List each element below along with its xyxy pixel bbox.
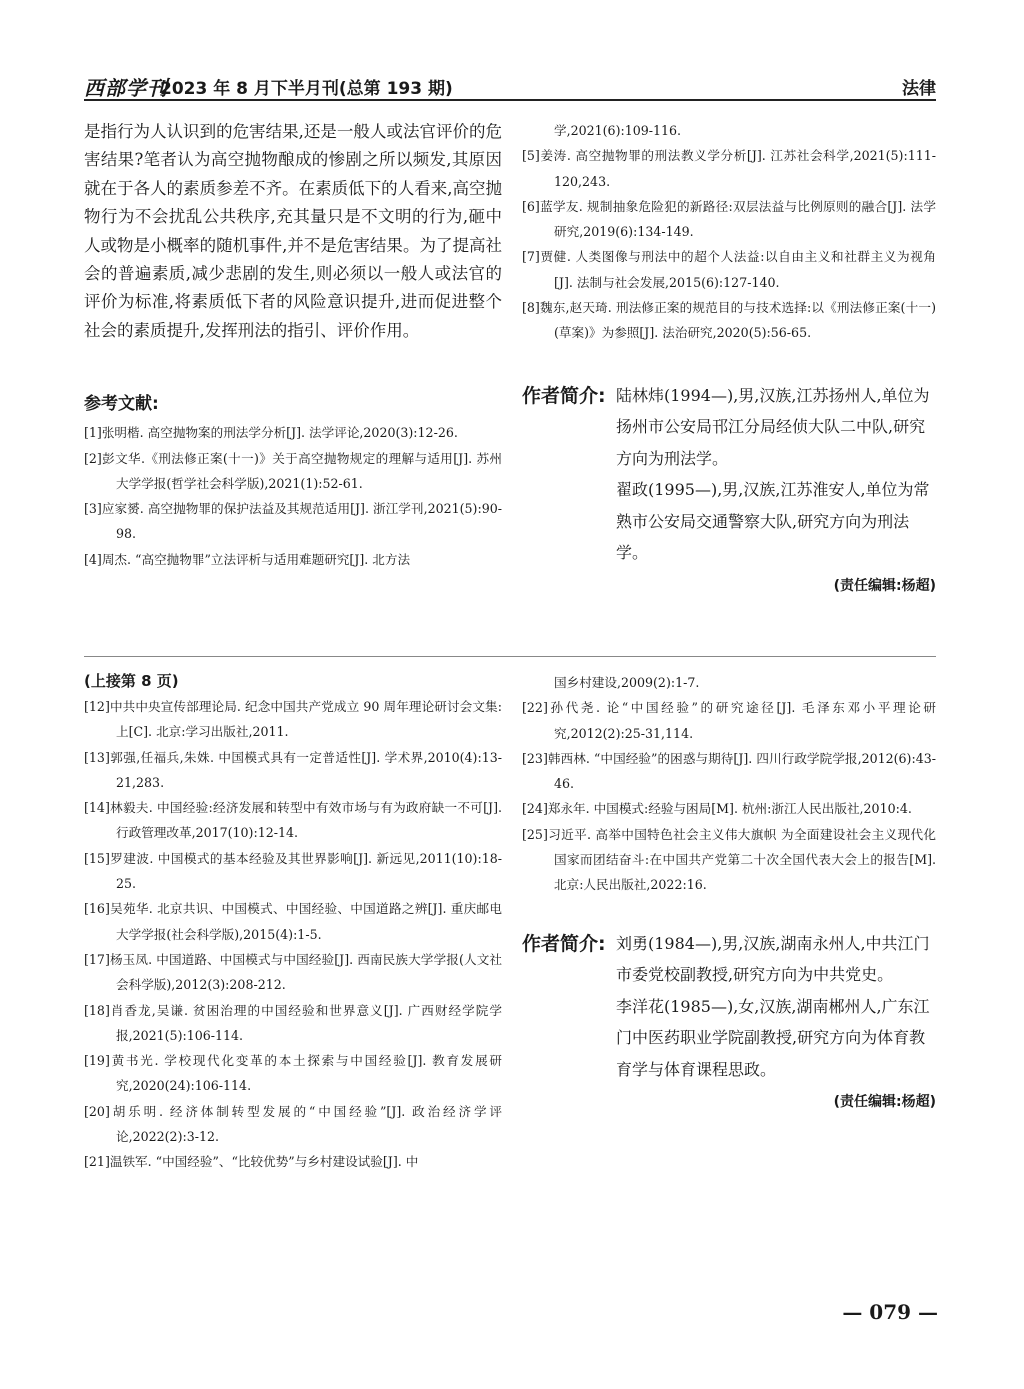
author-bio-text: 翟政(1995—),男,汉族,江苏淮安人,单位为常熟市公安局交通警察大队,研究方向为刑法学。 <box>616 480 930 563</box>
reference-item: [25]习近平. 高举中国特色社会主义伟大旗帜 为全面建设社会主义现代化国家而团结奋斗:在中国共产党第二十次全国代表大会上的报告[M]. 北京:人民出版社,2022:16. <box>522 826 936 893</box>
reference-item: [12]中共中央宣传部理论局. 纪念中国共产党成立 90 周年理论研讨会文集:上[C]. 北京:学习出版社,2011. <box>84 699 502 740</box>
author-bio-text: 陆林炜(1994—),男,汉族,江苏扬州人,单位为扬州市公安局邗江分局经侦大队二中队,研究方向为刑法学。 <box>616 385 930 468</box>
reference-item: [18]肖香龙,吴谦. 贫困治理的中国经验和世界意义[J]. 广西财经学院学报,2021(5):106-114. <box>84 1002 502 1043</box>
editor-credit: (责任编辑:杨超) <box>833 1094 936 1111</box>
section-tag: 法律 <box>902 79 936 99</box>
reference-item: [7]贾健. 人类图像与刑法中的超个人法益:以自由主义和社群主义为视角[J]. 法制与社会发展,2015(6):127-140. <box>522 249 936 290</box>
author-bio <box>522 380 936 569</box>
editor-credit: (责任编辑:杨超) <box>833 577 936 594</box>
reference-item: [17]杨玉凤. 中国道路、中国模式与中国经验[J]. 西南民族大学学报(人文社会科学版),2012(3):208-212. <box>84 951 502 993</box>
reference-item: [14]林毅夫. 中国经验:经济发展和转型中有效市场与有为政府缺一不可[J]. 行政管理改革,2017(10):12-14. <box>84 800 502 841</box>
reference-item: [3]应家赟. 高空抛物罪的保护法益及其规范适用[J]. 浙江学刊,2021(5):90-98. <box>84 501 502 542</box>
author-bio <box>522 928 936 1086</box>
reference-item: [22]孙代尧. 论“中国经验”的研究途径[J]. 毛泽东邓小平理论研究,2012(2):25-31,114. <box>522 700 936 741</box>
page-header <box>84 70 936 100</box>
reference-item: [20]胡乐明. 经济体制转型发展的“中国经验”[J]. 政治经济学评论,2022(2):3-12. <box>84 1103 502 1145</box>
reference-item: [16]吴苑华. 北京共识、中国模式、中国经验、中国道路之辨[J]. 重庆邮电大学学报(社会科学版),2015(4):1-5. <box>84 901 502 942</box>
author-bio-text: 李洋花(1985—),女,汉族,湖南郴州人,广东江门中医药职业学院副教授,研究方向为体育教育学与体育课程思政。 <box>616 996 930 1079</box>
reference-item: [2]彭文华.《刑法修正案(十一)》关于高空抛物规定的理解与适用[J]. 苏州大学学报(哲学社会科学版),2021(1):52-61. <box>84 450 502 491</box>
reference-item: [13]郭强,任福兵,朱姝. 中国模式具有一定普适性[J]. 学术界,2010(4):13-21,283. <box>84 749 502 790</box>
references-title: 参考文献: <box>84 394 159 415</box>
reference-continuation: 国乡村建设,2009(2):1-7. <box>554 675 700 690</box>
top-right-column <box>522 118 936 595</box>
section-divider <box>84 656 936 657</box>
reference-item: [15]罗建波. 中国模式的基本经验及其世界影响[J]. 新远见,2011(10):18-25. <box>84 850 502 892</box>
author-bio-label: 作者简介: <box>522 384 606 407</box>
reference-continuation: 学,2021(6):109-116. <box>554 123 682 138</box>
issue-info: 2023 年 8 月下半月刊(总第 193 期) <box>160 79 453 99</box>
header-rule <box>84 99 936 101</box>
reference-item: [6]蓝学友. 规制抽象危险犯的新路径:双层法益与比例原则的融合[J]. 法学研究,2019(6):134-149. <box>522 198 936 240</box>
body-paragraph: 是指行为人认识到的危害结果,还是一般人或法官评价的危害结果?笔者认为高空抛物酿成的惨剧之所以频发,其原因就在于各人的素质参差不齐。在素质低下的人看来,高空抛物行为不会扰乱公共秩序,充其量只是不文明的行为,砸中人或物是小概率的随机事件,并不是危害结果。为了提高社会的普遍素质,减少悲剧的发生,则必须以一般人或法官的评价为标准,将素质低下者的风险意识提升,进而促进整个社会的素质提升,发挥刑法的指引、评价作用。 <box>84 122 502 340</box>
author-bio-label: 作者简介: <box>522 932 606 955</box>
continuation-title: (上接第 8 页) <box>84 672 179 690</box>
page-number: — 079 — <box>842 1300 938 1324</box>
reference-item: [23]韩西林. “中国经验”的困惑与期待[J]. 四川行政学院学报,2012(6):43-46. <box>522 750 936 792</box>
bottom-left-column <box>84 670 502 1175</box>
top-left-column <box>84 118 502 572</box>
reference-item: [5]姜涛. 高空抛物罪的刑法教义学分析[J]. 江苏社会科学,2021(5):111-120,243. <box>522 148 936 189</box>
reference-item: [4]周杰. “高空抛物罪”立法评析与适用难题研究[J]. 北方法 <box>84 551 411 567</box>
reference-item: [19]黄书光. 学校现代化变革的本土探索与中国经验[J]. 教育发展研究,2020(24):106-114. <box>84 1053 502 1094</box>
reference-item: [8]魏东,赵天琦. 刑法修正案的规范目的与技术选择:以《刑法修正案(十一)(草案)》为参照[J]. 法治研究,2020(5):56-65. <box>522 300 936 341</box>
journal-masthead-logo: 西部学刊 <box>84 76 168 100</box>
reference-item: [1]张明楷. 高空抛物案的刑法学分析[J]. 法学评论,2020(3):12-26. <box>84 425 458 441</box>
author-bio-text: 刘勇(1984—),男,汉族,湖南永州人,中共江门市委党校副教授,研究方向为中共党史。 <box>616 933 930 985</box>
bottom-right-column <box>522 670 936 1111</box>
reference-item: [24]郑永年. 中国模式:经验与困局[M]. 杭州:浙江人民出版社,2010:4. <box>522 801 912 817</box>
reference-item: [21]温铁军. “中国经验”、“比较优势”与乡村建设试验[J]. 中 <box>84 1154 419 1170</box>
